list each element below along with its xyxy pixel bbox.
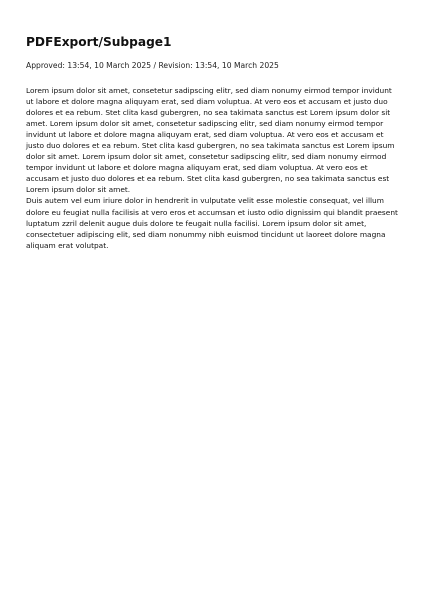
page-title: PDFExport/Subpage1	[26, 35, 172, 49]
document-body	[26, 85, 398, 251]
body-paragraph: Lorem ipsum dolor sit amet, consetetur sadipscing elitr, sed diam nonumy eirmod tempor invidunt ut labore et dolore magna aliquyam erat, sed diam voluptua. At vero eos et accusam et justo duo dolores et ea rebum. Stet clita kasd gubergren, no sea takimata sanctus est Lorem ipsum dolor sit amet. Lorem ipsum dolor sit amet, consetetur sadipscing elitr, sed diam nonumy eirmod tempor invidunt ut labore et dolore magna aliquyam erat, sed diam voluptua. At vero eos et accusam et justo duo dolores et ea rebum. Stet clita kasd gubergren, no sea takimata sanctus est Lorem ipsum dolor sit amet. Lorem ipsum dolor sit amet, consetetur sadipscing elitr, sed diam nonumy eirmod tempor invidunt ut labore et dolore magna aliquyam erat, sed diam voluptua. At vero eos et accusam et justo duo dolores et ea rebum. Stet clita kasd gubergren, no sea takimata sanctus est Lorem ipsum dolor sit amet.	[26, 86, 395, 195]
revision-info: Approved: 13:54, 10 March 2025 / Revision: 13:54, 10 March 2025	[26, 61, 279, 70]
body-paragraph: Duis autem vel eum iriure dolor in hendrerit in vulputate velit esse molestie consequat, vel illum dolore eu feugiat nulla facilisis at vero eros et accumsan et iusto odio dignissim qui blandit praesent luptatum zzril delenit augue duis dolore te feugait nulla facilisi. Lorem ipsum dolor sit amet, consectetuer adipiscing elit, sed diam nonummy nibh euismod tincidunt ut laoreet dolore magna aliquam erat volutpat.	[26, 196, 398, 250]
